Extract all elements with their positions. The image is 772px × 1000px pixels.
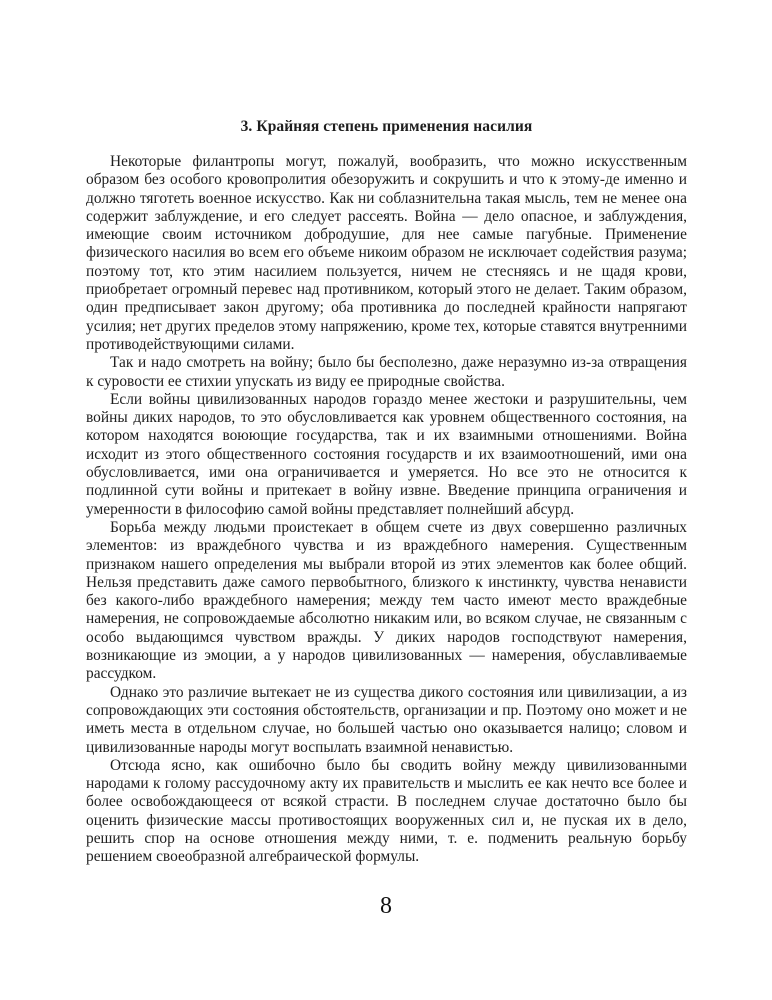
paragraph-3: Если войны цивилизованных народов гораздо менее жестоки и разрушительны, чем войны диких народов, то это обусловливается как уровнем общественного состояния, на котором находятся воюющие государства, так и их взаимными отношениями. Война исходит из этого общественного состояния государств и их взаимоотношений, ими она обусловливается, ими она ограничивается и умеряется. Но все это не относится к подлинной сути войны и притекает в войну извне. Введение принципа ограничения и умеренности в философию самой войны представляет полнейший абсурд. [86, 390, 687, 518]
paragraph-6: Отсюда ясно, как ошибочно было бы сводить войну между цивилизованными народами к голому рассудочному акту их правительств и мыслить ее как нечто все более и более освобождающееся от всякой страсти. В последнем случае достаточно было бы оценить физические массы противостоящих вооруженных сил и, не пуская их в дело, решить спор на основе отношения между ними, т. е. подменить реальную борьбу решением своеобразной алгебраической формулы. [86, 756, 687, 866]
paragraph-4: Борьба между людьми проистекает в общем счете из двух совершенно различных элементов: из враждебного чувства и из враждебного намерения. Существенным признаком нашего определения мы выбрали второй из этих элементов как более общий. Нельзя представить даже самого первобытного, близкого к инстинкту, чувства ненависти без какого-либо враждебного намерения; между тем часто имеют место враждебные намерения, не сопровождаемые абсолютно никаким или, во всяком случае, не связанным с особо выдающимся чувством вражды. У диких народов господствуют намерения, возникающие из эмоции, а у народов цивилизованных — намерения, обуславливаемые рассудком. [86, 518, 687, 683]
paragraph-5: Однако это различие вытекает не из существа дикого состояния или цивилизации, а из сопровождающих эти состояния обстоятельств, организации и пр. Поэтому оно может и не иметь места в отдельном случае, но большей частью оно оказывается налицо; словом и цивилизованные народы могут воспылать взаимной ненавистью. [86, 683, 687, 756]
section-heading: 3. Крайняя степень применения насилия [240, 118, 533, 135]
page-body [86, 118, 687, 867]
page-number: 8 [380, 893, 392, 919]
paragraph-2: Так и надо смотреть на войну; было бы бесполезно, даже неразумно из-за отвращения к суровости ее стихии упускать из виду ее природные свойства. [86, 354, 687, 390]
paragraph-1: Некоторые филантропы могут, пожалуй, вообразить, что можно искусственным образом без особого кровопролития обезоружить и сокрушить и что к этому-де именно и должно тяготеть военное искусство. Как ни соблазнительна такая мысль, тем не менее она содержит заблуждение, и его следует рассеять. Война — дело опасное, и заблуждения, имеющие своим источником добродушие, для нее самые пагубные. Применение физического насилия во всем его объеме никоим образом не исключает содействия разума; поэтому тот, кто этим насилием пользуется, ничем не стесняясь и не щадя крови, приобретает огромный перевес над противником, который этого не делает. Таким образом, один предписывает закон другому; оба противника до последней крайности напрягают усилия; нет других пределов этому напряжению, кроме тех, которые ставятся внутренними противодействующими силами. [86, 153, 687, 353]
